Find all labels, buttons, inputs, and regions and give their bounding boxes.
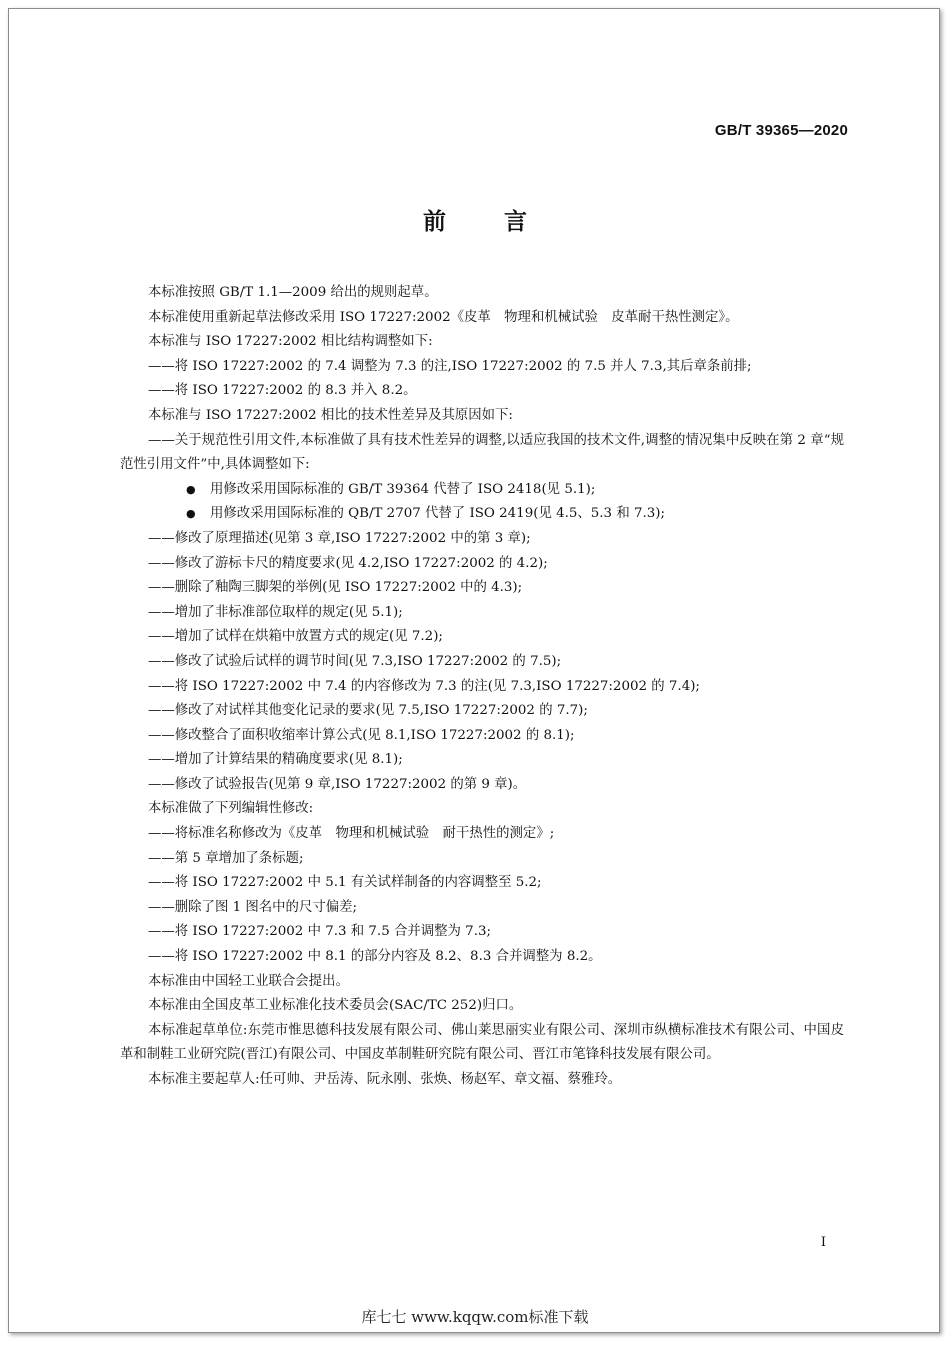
paragraph: ——将标准名称修改为《皮革 物理和机械试验 耐干热性的测定》; [148, 826, 555, 842]
standard-number: GB/T 39365—2020 [714, 122, 848, 139]
paragraph: ——将 ISO 17227:2002 中 5.1 有关试样制备的内容调整至 5.2; [148, 875, 542, 891]
paragraph: ——增加了计算结果的精确度要求(见 8.1); [148, 752, 403, 768]
paragraph: 本标准由全国皮革工业标准化技术委员会(SAC/TC 252)归口。 [148, 998, 523, 1014]
paragraph: ——将 ISO 17227:2002 中 8.1 的部分内容及 8.2、8.3 合并调整为 8.2。 [148, 949, 602, 965]
paragraph: 本标准与 ISO 17227:2002 相比的技术性差异及其原因如下: [148, 407, 513, 423]
page-title: 前言 [423, 209, 585, 235]
paragraph: ——修改了对试样其他变化记录的要求(见 7.5,ISO 17227:2002 的 7.7); [148, 703, 588, 719]
paragraph: 本标准主要起草人:任可帅、尹岳涛、阮永刚、张焕、杨赵军、章文福、蔡雅玲。 [148, 1072, 622, 1087]
paragraph: ——将 ISO 17227:2002 的 8.3 并入 8.2。 [148, 383, 417, 399]
bullet-text: 用修改采用国际标准的 GB/T 39364 代替了 ISO 2418(见 5.1); [210, 481, 596, 497]
paragraph: ——关于规范性引用文件,本标准做了具有技术性差异的调整,以适应我国的技术文件,调整的情况集中反映在第 2 章“规范性引用文件”中,具体调整如下: [120, 432, 844, 473]
paragraph: ——将 ISO 17227:2002 中 7.3 和 7.5 合并调整为 7.3; [148, 924, 491, 940]
paragraph: ——删除了图 1 图名中的尺寸偏差; [148, 899, 358, 915]
footer-watermark-text: 库七七 www.kqqw.com标准下载 [361, 1308, 589, 1326]
paragraph: 本标准做了下列编辑性修改: [148, 801, 314, 817]
paragraph: ——修改了试验后试样的调节时间(见 7.3,ISO 17227:2002 的 7.5); [148, 653, 562, 669]
paragraph: ——将 ISO 17227:2002 的 7.4 调整为 7.3 的注,ISO 17227:2002 的 7.5 并人 7.3,其后章条前排; [148, 358, 752, 374]
page-number: I [820, 1235, 826, 1250]
paragraph: 本标准与 ISO 17227:2002 相比结构调整如下: [148, 334, 433, 350]
paragraph: ——增加了试样在烘箱中放置方式的规定(见 7.2); [148, 629, 443, 645]
document-body [120, 281, 844, 1093]
paragraph: 本标准按照 GB/T 1.1—2009 给出的规则起草。 [148, 285, 438, 300]
paragraph: ——修改了原理描述(见第 3 章,ISO 17227:2002 中的第 3 章); [148, 530, 531, 546]
paragraph: ——增加了非标准部位取样的规定(见 5.1); [148, 604, 403, 620]
paragraph: ——将 ISO 17227:2002 中 7.4 的内容修改为 7.3 的注(见 7.3,ISO 17227:2002 的 7.4); [148, 678, 700, 694]
paragraph: ——删除了釉陶三脚架的举例(见 ISO 17227:2002 中的 4.3); [148, 580, 523, 596]
bullet-item [120, 478, 844, 503]
paragraph: ——修改整合了面积收缩率计算公式(见 8.1,ISO 17227:2002 的 8.1); [148, 727, 575, 743]
bullet-dot-icon: ● [186, 482, 196, 496]
paragraph: ——修改了试验报告(见第 9 章,ISO 17227:2002 的第 9 章)。 [148, 776, 527, 792]
paragraph: ——第 5 章增加了条标题; [148, 850, 304, 866]
paragraph: 本标准由中国轻工业联合会提出。 [148, 973, 349, 989]
bullet-text: 用修改采用国际标准的 QB/T 2707 代替了 ISO 2419(见 4.5、5.3 和 7.3); [210, 506, 666, 522]
bullet-item [120, 502, 844, 527]
paragraph: 本标准使用重新起草法修改采用 ISO 17227:2002《皮革 物理和机械试验 皮革耐干热性测定》。 [148, 309, 739, 325]
paragraph: 本标准起草单位:东莞市惟思德科技发展有限公司、佛山莱思丽实业有限公司、深圳市纵横标准技术有限公司、中国皮革和制鞋工业研究院(晋江)有限公司、中国皮革制鞋研究院有限公司、晋江市笔锋科技发展有限公司。 [120, 1022, 844, 1063]
paragraph: ——修改了游标卡尺的精度要求(见 4.2,ISO 17227:2002 的 4.2); [148, 555, 548, 571]
bullet-dot-icon: ● [186, 507, 196, 521]
